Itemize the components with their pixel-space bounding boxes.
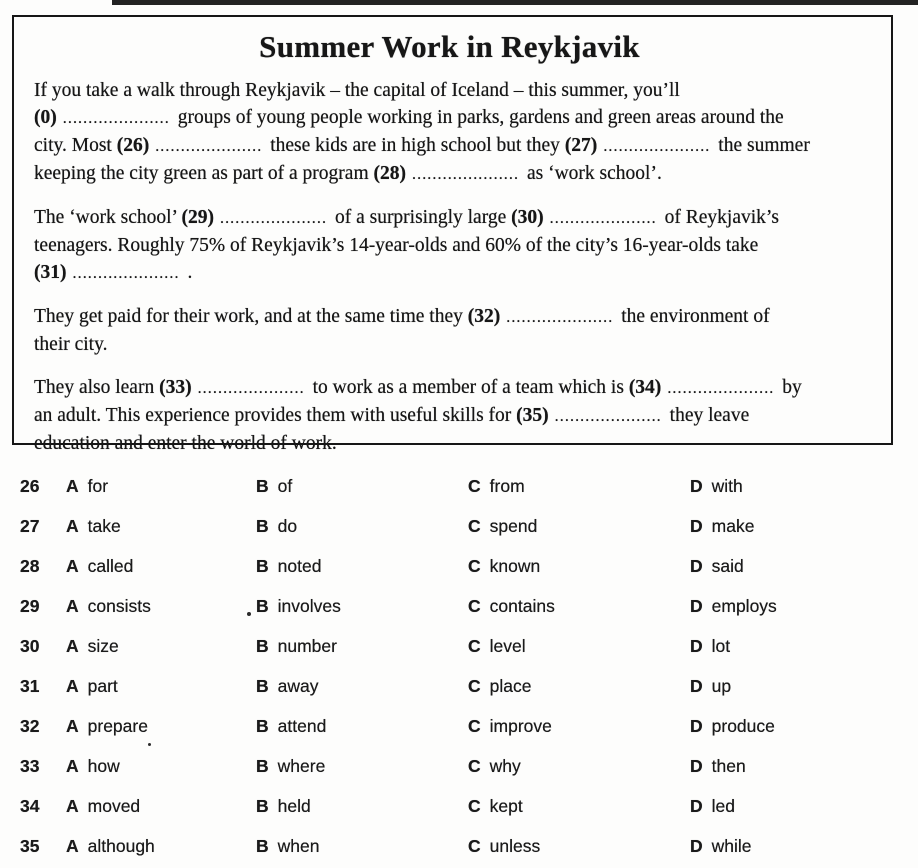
option-cell — [468, 676, 690, 697]
gap-number: (30) — [511, 207, 544, 228]
question-number: 26 — [20, 476, 40, 496]
option-word: said — [711, 556, 744, 576]
option-cell — [66, 716, 256, 737]
passage-line — [34, 132, 865, 160]
passage-text: the environment of — [616, 306, 770, 327]
option-word: make — [711, 516, 755, 536]
option-word: held — [277, 796, 311, 816]
passage-line — [34, 374, 865, 402]
option-word: where — [277, 756, 326, 776]
option-word: place — [489, 676, 532, 696]
option-cell — [66, 756, 256, 777]
option-word: do — [277, 516, 298, 536]
option-row — [20, 556, 918, 596]
option-word: lot — [711, 636, 731, 656]
passage-line — [34, 430, 865, 457]
passage-text: these kids are in high school but they — [265, 135, 565, 156]
passage-line — [34, 303, 865, 331]
option-word: while — [711, 836, 752, 856]
gap-dotted-line: ..................... — [155, 138, 263, 155]
option-word: then — [711, 756, 746, 776]
option-letter: C — [468, 796, 481, 816]
gap-number: (34) — [628, 377, 662, 398]
gap-number: (28) — [373, 163, 406, 184]
option-letter: A — [66, 796, 79, 816]
option-word: improve — [489, 716, 552, 736]
passage-text: teenagers. Roughly 75% of Reykjavik’s 14-year-olds and 60% of the city’s 16-year-olds take — [34, 235, 759, 256]
option-cell — [468, 636, 690, 657]
option-word: unless — [489, 836, 541, 856]
passage-text: as ‘work school’. — [522, 163, 662, 184]
option-row — [20, 516, 918, 556]
option-letter: C — [468, 836, 481, 856]
passage-text: they leave — [664, 405, 750, 426]
option-cell — [256, 596, 468, 617]
passage-paragraph — [34, 204, 865, 287]
option-word: employs — [711, 596, 777, 616]
option-word: known — [489, 556, 541, 576]
option-letter: B — [256, 636, 269, 656]
option-word: contains — [489, 596, 555, 616]
option-word: moved — [87, 796, 141, 816]
option-cell — [690, 636, 918, 657]
passage-body — [34, 77, 865, 457]
option-letter: D — [690, 636, 703, 656]
option-cell — [66, 516, 256, 537]
option-word: although — [87, 836, 155, 856]
option-letter: A — [66, 596, 79, 616]
option-letter: B — [256, 716, 269, 736]
option-cell — [256, 756, 468, 777]
passage-paragraph — [34, 77, 865, 188]
option-cell — [468, 556, 690, 577]
gap-number: (31) — [34, 262, 67, 283]
option-letter: B — [256, 476, 269, 496]
option-cell — [468, 796, 690, 817]
option-word: kept — [489, 796, 523, 816]
passage-text: education and enter the world of work. — [34, 433, 337, 454]
passage-text: city. Most — [34, 135, 117, 156]
option-cell — [690, 796, 918, 817]
passage-text: . — [182, 262, 193, 283]
passage-line — [34, 77, 865, 104]
option-word: with — [711, 476, 743, 496]
option-letter: C — [468, 476, 481, 496]
option-word: attend — [277, 716, 327, 736]
option-cell — [690, 556, 918, 577]
option-letter: D — [690, 716, 703, 736]
option-cell — [256, 476, 468, 497]
question-number: 31 — [20, 676, 40, 696]
gap-number: (35) — [516, 405, 549, 426]
option-cell — [256, 516, 468, 537]
option-word: noted — [277, 556, 322, 576]
option-letter: D — [690, 596, 703, 616]
option-word: produce — [711, 716, 775, 736]
option-letter: B — [256, 796, 269, 816]
option-word: called — [87, 556, 134, 576]
option-word: from — [489, 476, 525, 496]
option-cell — [66, 676, 256, 697]
option-word: up — [711, 676, 732, 696]
option-row — [20, 716, 918, 756]
option-word: level — [489, 636, 526, 656]
passage-line — [34, 104, 865, 132]
option-letter: D — [690, 796, 703, 816]
gap-dotted-line: ..................... — [667, 380, 775, 397]
option-word: away — [277, 676, 319, 696]
option-cell — [66, 556, 256, 577]
passage-line — [34, 204, 865, 232]
option-cell — [690, 476, 918, 497]
passage-text: the summer — [713, 135, 810, 156]
option-row — [20, 836, 918, 868]
passage-box — [12, 15, 893, 454]
question-number: 33 — [20, 756, 40, 776]
option-row — [20, 676, 918, 716]
option-letter: C — [468, 636, 481, 656]
passage-paragraph — [34, 303, 865, 358]
gap-number: (29) — [181, 207, 214, 228]
option-word: prepare — [87, 716, 148, 736]
option-letter: B — [256, 556, 269, 576]
option-letter: C — [468, 756, 481, 776]
gap-number: (32) — [467, 306, 501, 327]
option-letter: C — [468, 676, 481, 696]
option-cell — [690, 516, 918, 537]
passage-line — [34, 331, 865, 358]
option-letter: A — [66, 676, 79, 696]
passage-text: They get paid for their work, and at the same time they — [34, 306, 468, 327]
passage-line — [34, 402, 865, 430]
option-letter: D — [690, 836, 703, 856]
option-letter: B — [256, 516, 269, 536]
option-letter: B — [256, 756, 269, 776]
option-row — [20, 796, 918, 836]
option-word: for — [87, 476, 109, 496]
option-word: size — [87, 636, 119, 656]
option-cell — [256, 676, 468, 697]
option-letter: A — [66, 476, 79, 496]
option-cell — [468, 716, 690, 737]
option-cell — [66, 596, 256, 617]
option-cell — [690, 676, 918, 697]
option-cell — [256, 636, 468, 657]
option-letter: A — [66, 756, 79, 776]
passage-text: of a surprisingly large — [330, 207, 512, 228]
option-word: take — [87, 516, 121, 536]
options-grid — [20, 476, 918, 868]
passage-text: by — [777, 377, 802, 398]
question-number: 34 — [20, 796, 40, 816]
option-word: number — [277, 636, 337, 656]
option-letter: B — [256, 596, 269, 616]
option-cell — [690, 836, 918, 857]
option-word: part — [87, 676, 118, 696]
option-letter: B — [256, 836, 269, 856]
gap-dotted-line: ..................... — [219, 210, 328, 227]
option-cell — [66, 636, 256, 657]
option-word: of — [277, 476, 293, 496]
option-letter: C — [468, 556, 481, 576]
passage-text: an adult. This experience provides them with useful skills for — [34, 405, 517, 426]
gap-dotted-line: ..................... — [554, 408, 662, 425]
gap-number: (27) — [564, 135, 598, 156]
option-letter: B — [256, 676, 269, 696]
passage-paragraph — [34, 374, 865, 457]
option-row — [20, 756, 918, 796]
option-row — [20, 636, 918, 676]
gap-dotted-line: ..................... — [412, 166, 520, 183]
option-cell — [468, 476, 690, 497]
gap-dotted-line: ..................... — [197, 380, 305, 397]
passage-text: of Reykjavik’s — [659, 207, 779, 228]
option-cell — [256, 796, 468, 817]
question-number: 27 — [20, 516, 40, 536]
option-letter: D — [690, 756, 703, 776]
gap-dotted-line: ..................... — [62, 110, 170, 127]
gap-dotted-line: ..................... — [603, 138, 711, 155]
passage-text: to work as a member of a team which is — [307, 377, 629, 398]
option-letter: A — [66, 556, 79, 576]
gap-dotted-line: ..................... — [506, 309, 614, 326]
question-number: 29 — [20, 596, 40, 616]
gap-number: (26) — [116, 135, 150, 156]
option-word: how — [87, 756, 120, 776]
option-letter: D — [690, 516, 703, 536]
option-letter: A — [66, 716, 79, 736]
option-letter: D — [690, 556, 703, 576]
option-letter: A — [66, 836, 79, 856]
passage-line — [34, 232, 865, 259]
passage-text: They also learn — [34, 377, 160, 398]
passage-line — [34, 259, 865, 287]
question-number: 35 — [20, 836, 40, 856]
option-cell — [690, 596, 918, 617]
option-letter: D — [690, 676, 703, 696]
scan-artifact-line — [112, 0, 918, 5]
option-cell — [66, 836, 256, 857]
question-number: 30 — [20, 636, 40, 656]
passage-text: groups of young people working in parks, gardens and green areas around the — [172, 107, 784, 128]
passage-text: their city. — [34, 334, 108, 355]
option-cell — [256, 716, 468, 737]
gap-number: (0) — [34, 107, 57, 128]
option-cell — [468, 516, 690, 537]
option-cell — [690, 756, 918, 777]
option-word: involves — [277, 596, 341, 616]
option-letter: C — [468, 716, 481, 736]
question-number: 28 — [20, 556, 40, 576]
option-letter: A — [66, 636, 79, 656]
option-cell — [690, 716, 918, 737]
option-letter: C — [468, 596, 481, 616]
option-cell — [256, 836, 468, 857]
option-cell — [468, 836, 690, 857]
option-cell — [256, 556, 468, 577]
option-word: led — [711, 796, 735, 816]
passage-line — [34, 160, 865, 188]
gap-dotted-line: ..................... — [549, 210, 657, 227]
option-cell — [468, 596, 690, 617]
passage-text: If you take a walk through Reykjavik – the capital of Iceland – this summer, you’ll — [34, 80, 680, 101]
question-number: 32 — [20, 716, 40, 736]
option-row — [20, 596, 918, 636]
passage-text: The ‘work school’ — [34, 207, 182, 228]
option-letter: D — [690, 476, 703, 496]
gap-number: (33) — [159, 377, 192, 398]
gap-dotted-line: ..................... — [72, 265, 180, 282]
passage-text: keeping the city green as part of a program — [34, 163, 374, 184]
option-word: consists — [87, 596, 151, 616]
option-cell — [66, 476, 256, 497]
passage-title: Summer Work in Reykjavik — [259, 29, 640, 64]
option-cell — [468, 756, 690, 777]
option-letter: C — [468, 516, 481, 536]
option-word: why — [489, 756, 521, 776]
option-letter: A — [66, 516, 79, 536]
option-word: when — [277, 836, 320, 856]
option-cell — [66, 796, 256, 817]
option-word: spend — [489, 516, 538, 536]
option-row — [20, 476, 918, 516]
